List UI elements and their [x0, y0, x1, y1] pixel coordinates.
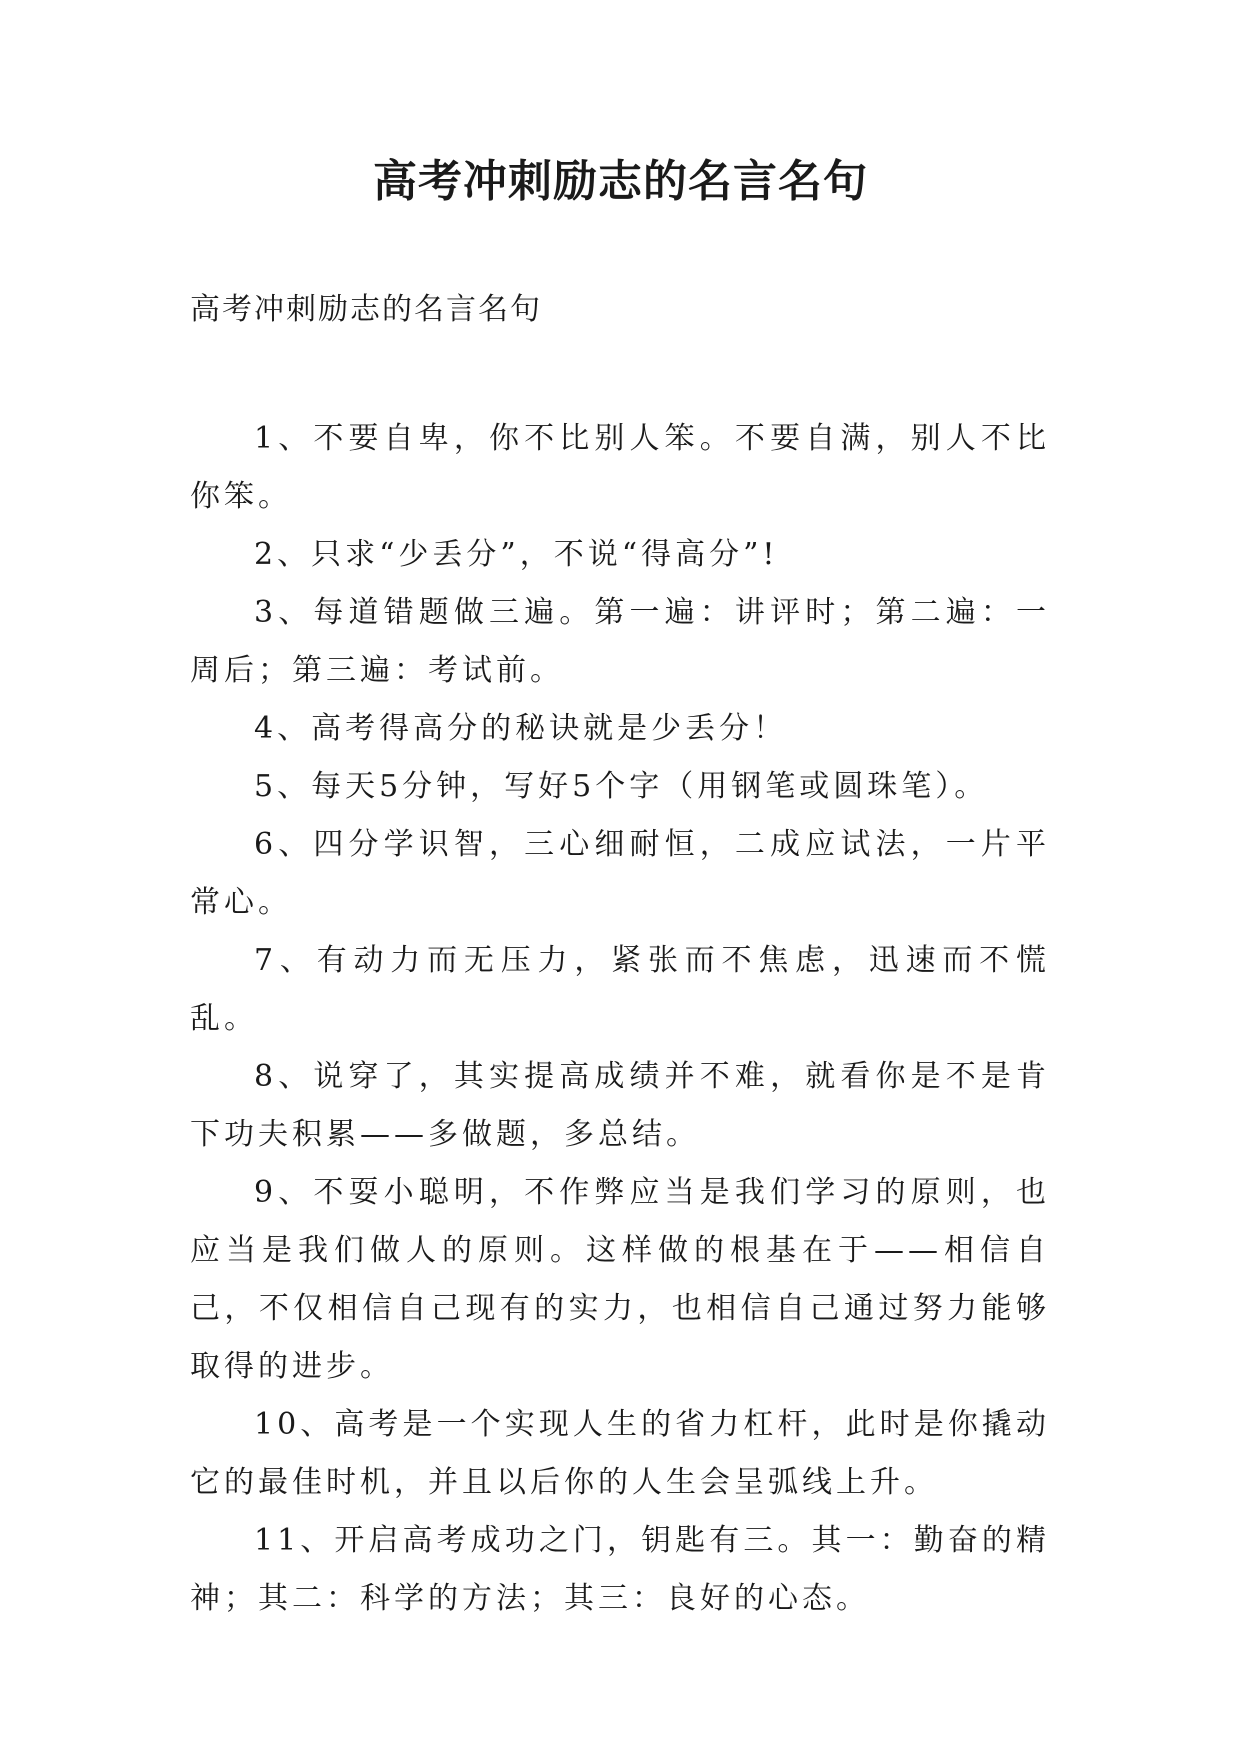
quote-paragraph: 2、只求“少丢分”，不说“得高分”!: [254, 537, 779, 572]
page-title: 高考冲刺励志的名言名句: [373, 156, 868, 207]
quote-paragraph: 8、说穿了，其实提高成绩并不难，就看你是不是肯下功夫积累——多做题，多总结。: [190, 1059, 1050, 1152]
quote-paragraph: 4、高考得高分的秘诀就是少丢分！: [254, 711, 788, 746]
quote-paragraph: 9、不耍小聪明，不作弊应当是我们学习的原则，也应当是我们做人的原则。这样做的根基在于——相信自己，不仅相信自己现有的实力，也相信自己通过努力能够取得的进步。: [190, 1175, 1050, 1384]
quote-paragraph: 11、开启高考成功之门，钥匙有三。其一：勤奋的精神；其二：科学的方法；其三：良好的心态。: [190, 1523, 1050, 1616]
document-subtitle: 高考冲刺励志的名言名句: [190, 292, 542, 327]
quote-paragraph: 5、每天5分钟，写好5个字（用钢笔或圆珠笔）。: [254, 769, 989, 804]
quote-paragraph: 6、四分学识智，三心细耐恒，二成应试法，一片平常心。: [190, 827, 1050, 920]
quote-paragraph: 3、每道错题做三遍。第一遍：讲评时；第二遍：一周后；第三遍：考试前。: [190, 595, 1050, 688]
quote-paragraph: 7、有动力而无压力，紧张而不焦虑，迅速而不慌乱。: [190, 943, 1050, 1036]
document-body: [190, 410, 1050, 1628]
quote-paragraph: 10、高考是一个实现人生的省力杠杆，此时是你撬动它的最佳时机，并且以后你的人生会呈弧线上升。: [190, 1407, 1050, 1500]
quote-paragraph: 1、不要自卑，你不比别人笨。不要自满，别人不比你笨。: [190, 421, 1050, 514]
